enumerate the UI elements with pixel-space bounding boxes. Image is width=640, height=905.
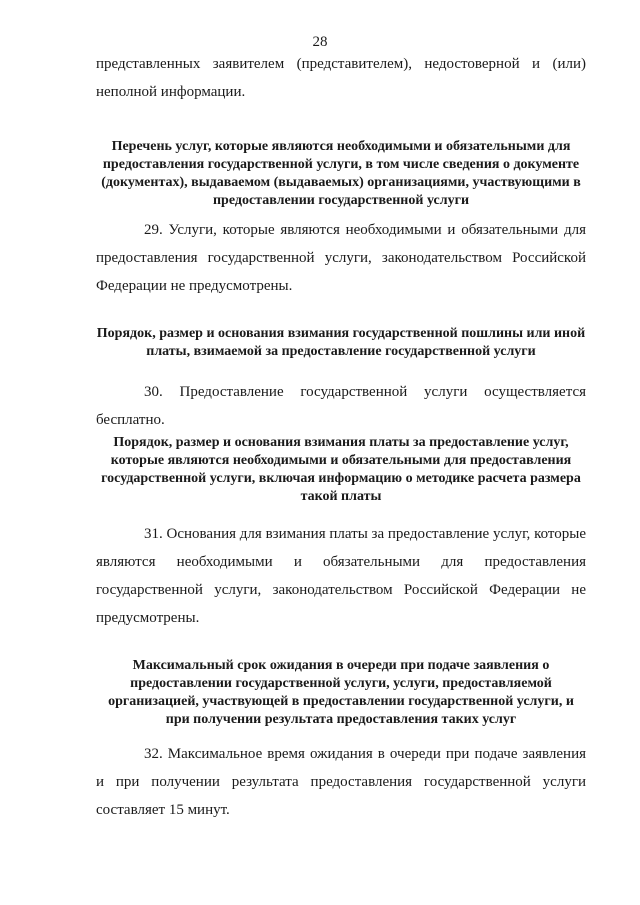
page-number: 28 bbox=[312, 34, 328, 50]
section-31-paragraph: 31. Основания для взимания платы за предоставление услуг, которые являются необходимыми и обязательными для предоставления государственной услуги, законодательством Российской Федерации не предусмотрены. bbox=[96, 526, 586, 626]
section-29-heading: Перечень услуг, которые являются необходимыми и обязательными для предоставления государственной услуги, в том числе сведения о документе (документах), выдаваемом (выдаваемых) организациями, участвующими в предоставлении государственной услуги bbox=[101, 139, 581, 208]
section-29-paragraph: 29. Услуги, которые являются необходимыми и обязательными для предоставления государственной услуги, законодательством Российской Федерации не предусмотрены. bbox=[96, 222, 586, 294]
section-31-heading: Порядок, размер и основания взимания платы за предоставление услуг, которые являются необходимыми и обязательными для предоставления государственной услуги, включая информацию о методике расчета размера такой платы bbox=[101, 435, 581, 504]
section-30-paragraph: 30. Предоставление государственной услуги осуществляется бесплатно. bbox=[96, 384, 586, 428]
section-32-heading: Максимальный срок ожидания в очереди при подаче заявления о предоставлении государственной услуги, услуги, предоставляемой организацией, участвующей в предоставлении государственной услуги, и при получении результата предоставления таких услуг bbox=[108, 658, 574, 727]
intro-continuation-paragraph: представленных заявителем (представителем), недостоверной и (или) неполной информации. bbox=[96, 56, 586, 100]
section-32-paragraph: 32. Максимальное время ожидания в очереди при подаче заявления и при получении результата предоставления государственной услуги составляет 15 минут. bbox=[96, 746, 586, 818]
section-30-heading: Порядок, размер и основания взимания государственной пошлины или иной платы, взимаемой за предоставление государственной услуги bbox=[96, 326, 586, 359]
